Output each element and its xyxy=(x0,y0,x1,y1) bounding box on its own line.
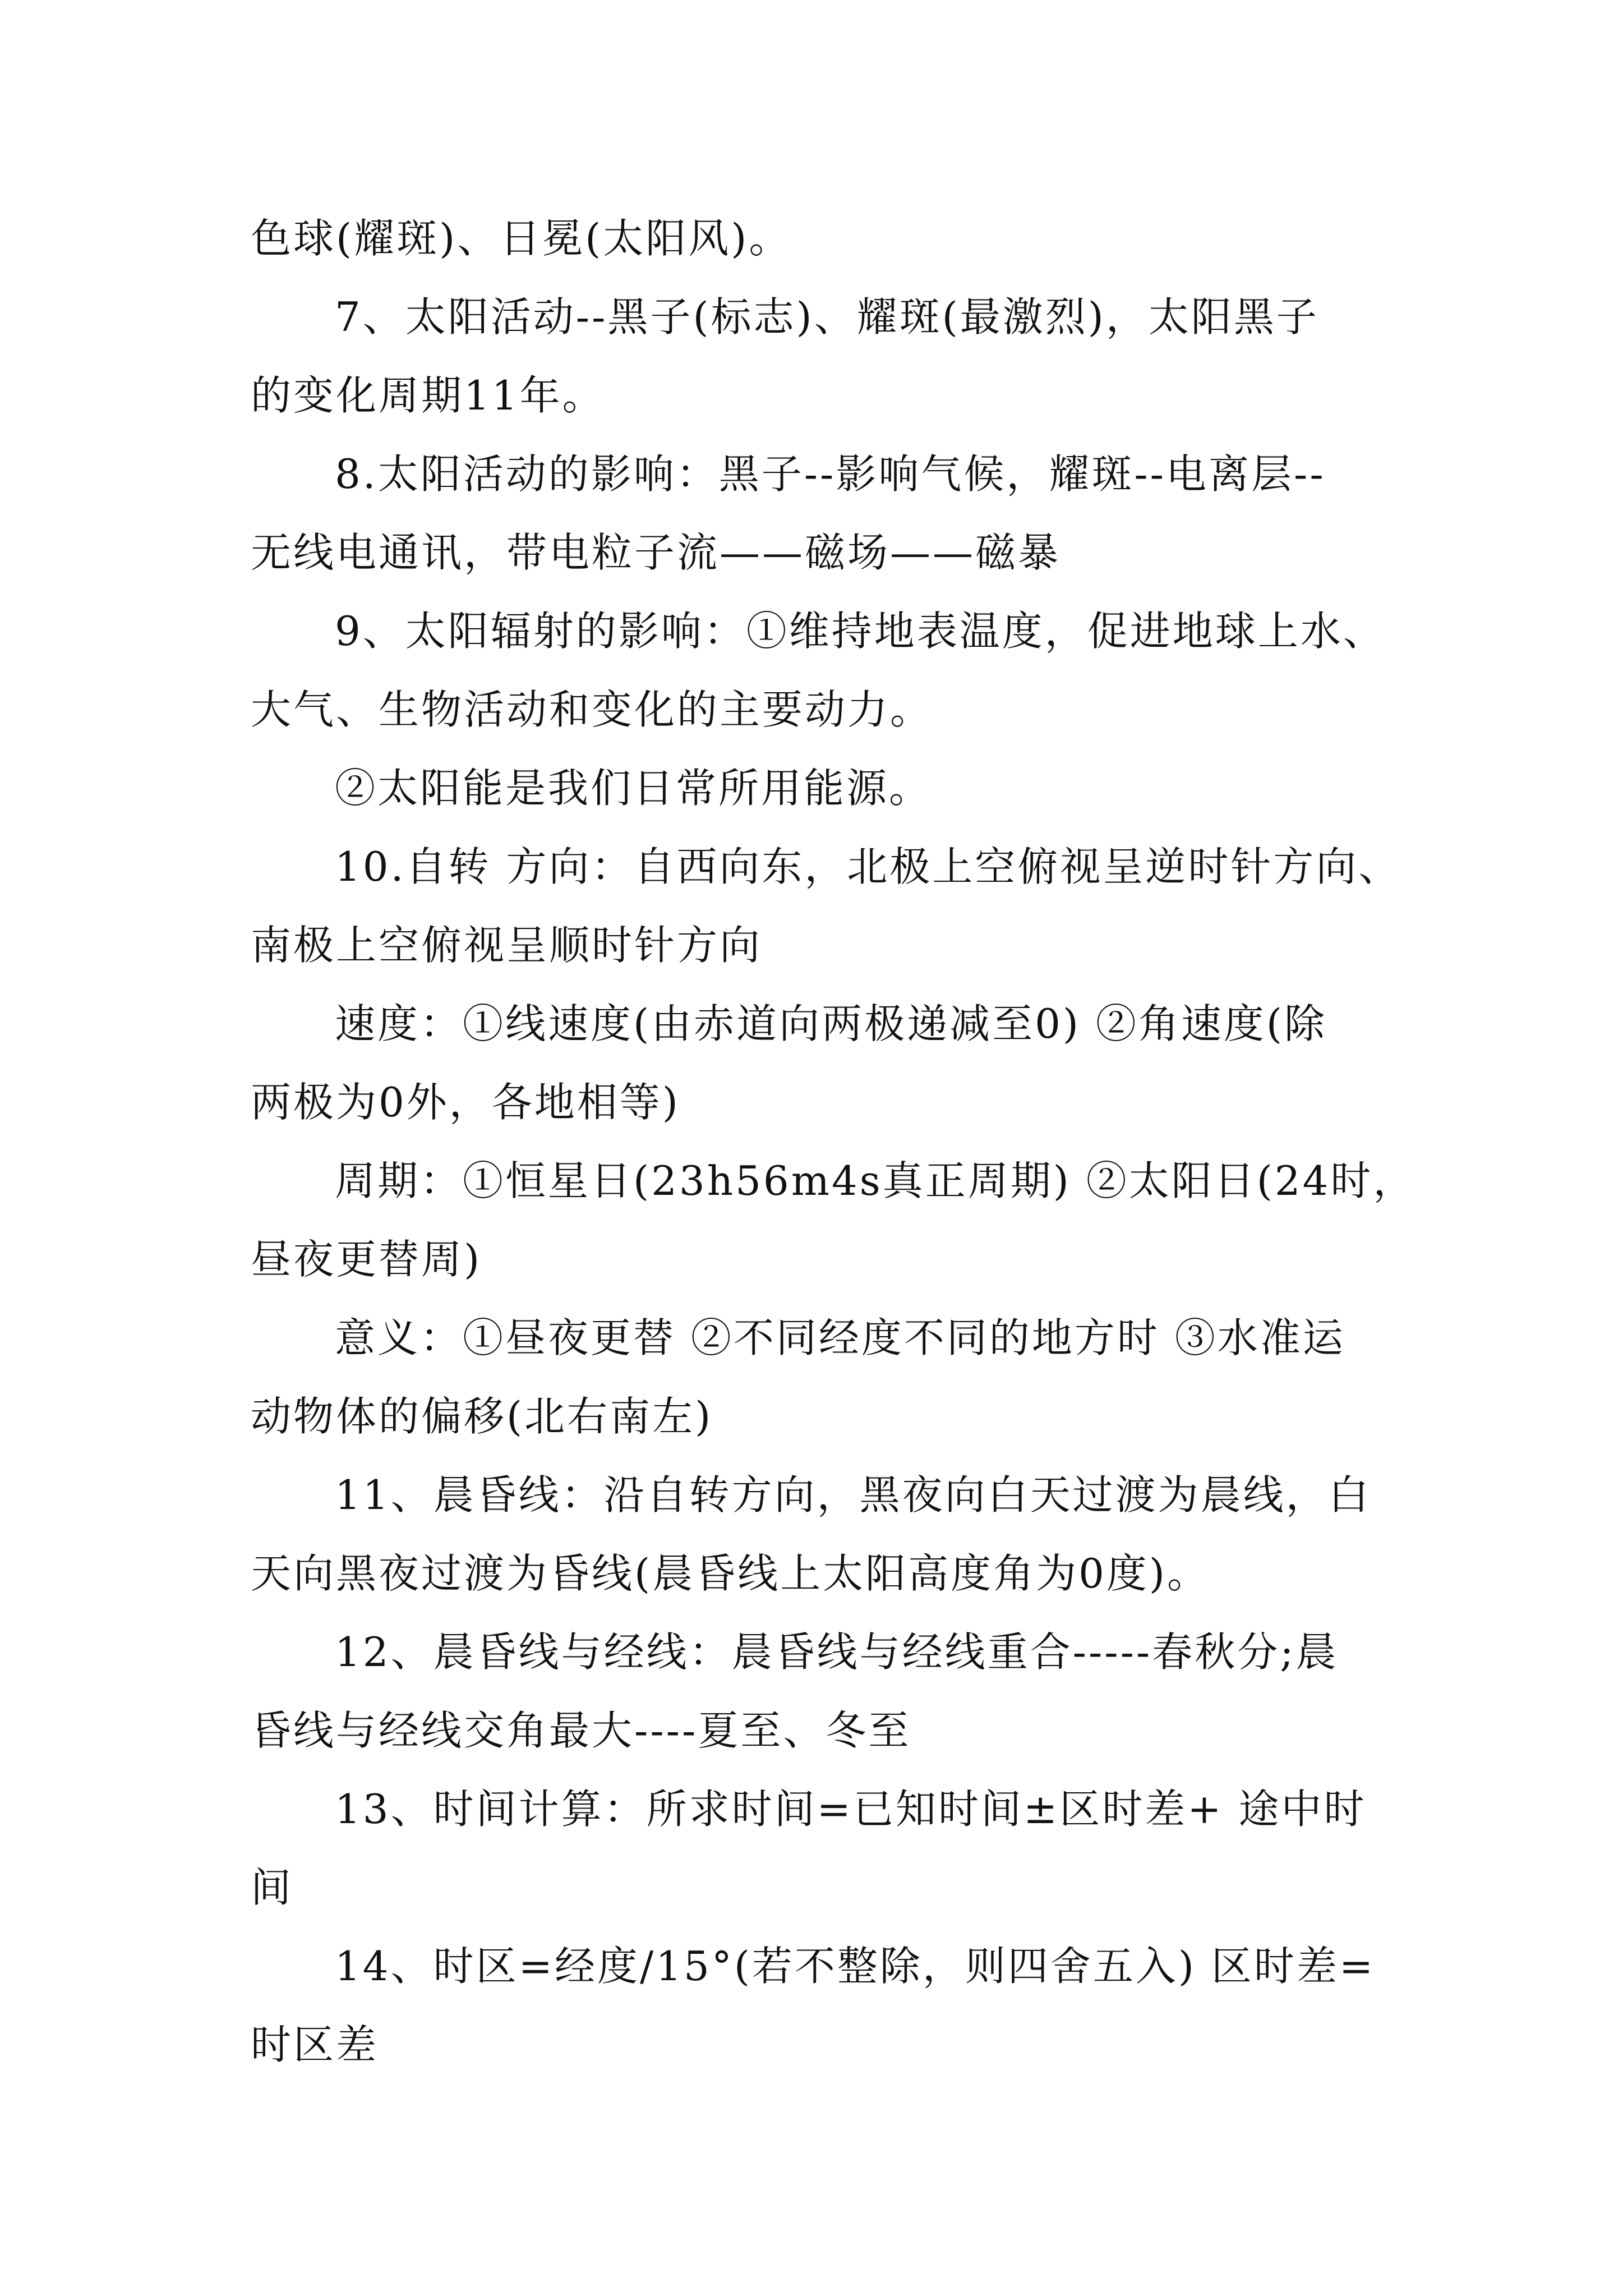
text-line: 12、晨昏线与经线：晨昏线与经线重合-----春秋分;晨 xyxy=(335,1628,1339,1676)
text-line: 8.太阳活动的影响：黑子--影响气候，耀斑--电离层-- xyxy=(335,450,1326,498)
text-line: 昏线与经线交角最大----夏至、冬至 xyxy=(251,1707,911,1754)
text-line: 意义：①昼夜更替 ②不同经度不同的地方时 ③水准运 xyxy=(335,1314,1345,1361)
text-line: 南极上空俯视呈顺时针方向 xyxy=(251,922,763,969)
text-line: 速度：①线速度(由赤道向两极递减至0) ②角速度(除 xyxy=(335,1000,1327,1047)
text-line: 昼夜更替周) xyxy=(251,1236,482,1283)
text-line: 9、太阳辐射的影响：①维持地表温度，促进地球上水、 xyxy=(335,608,1386,655)
text-line: 7、太阳活动--黑子(标志)、耀斑(最激烈)，太阳黑子 xyxy=(335,293,1319,341)
text-line: 10.自转 方向：自西向东，北极上空俯视呈逆时针方向、 xyxy=(335,843,1401,890)
text-line: 天向黑夜过渡为昏线(晨昏线上太阳高度角为0度)。 xyxy=(251,1550,1210,1597)
text-line: 13、时间计算：所求时间=已知时间±区时差+ 途中时 xyxy=(335,1786,1367,1833)
text-line: 周期：①恒星日(23h56m4s真正周期) ②太阳日(24时， xyxy=(335,1157,1416,1204)
text-line: 无线电通讯，带电粒子流——磁场——磁暴 xyxy=(251,529,1061,576)
text-line: 两极为0外，各地相等) xyxy=(251,1079,680,1126)
text-line: 的变化周期11年。 xyxy=(251,372,605,419)
text-line: 时区差 xyxy=(251,2021,379,2068)
text-line: 14、时区=经度/15°(若不整除，则四舍五入) 区时差= xyxy=(335,1943,1376,1990)
text-line: 大气、生物活动和变化的主要动力。 xyxy=(251,686,933,733)
text-line: 间 xyxy=(251,1864,294,1911)
text-line: 动物体的偏移(北右南左) xyxy=(251,1393,713,1440)
text-line: 色球(耀斑)、日冕(太阳风)。 xyxy=(251,215,792,262)
text-line: ②太阳能是我们日常所用能源。 xyxy=(335,765,932,812)
text-line: 11、晨昏线：沿自转方向，黑夜向白天过渡为晨线，白 xyxy=(335,1471,1371,1519)
